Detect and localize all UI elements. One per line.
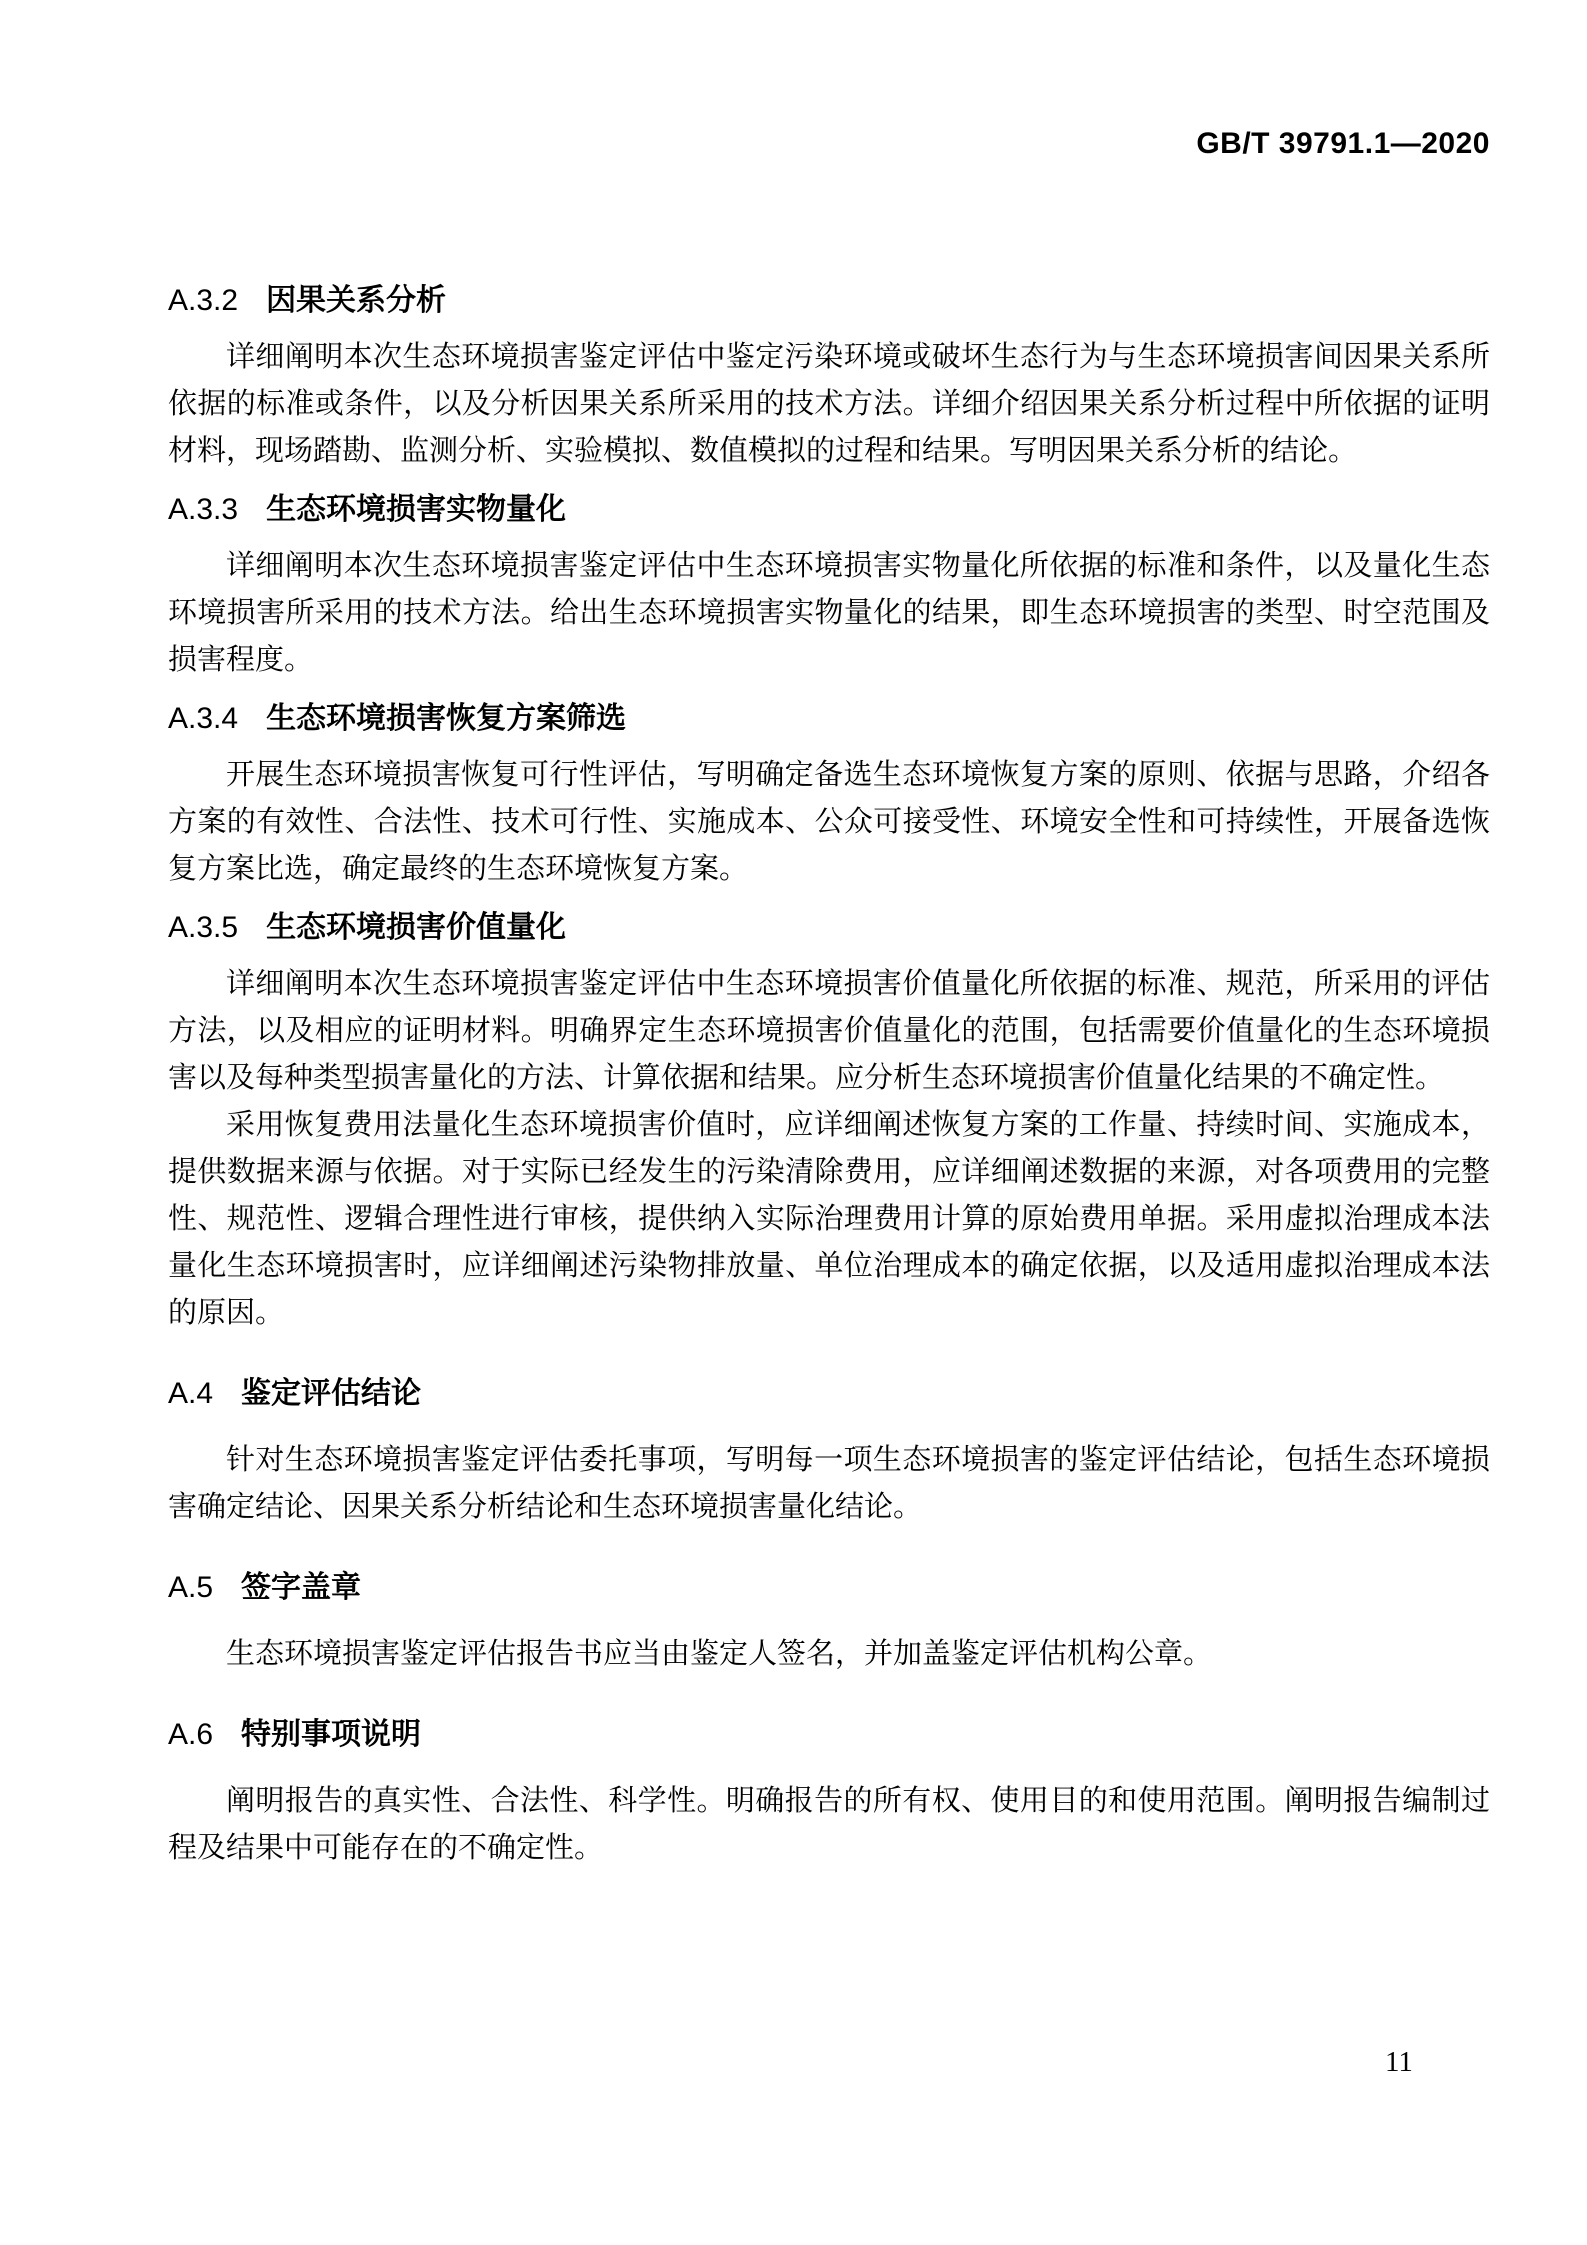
section-heading — [168, 284, 1490, 318]
paragraph: 生态环境损害鉴定评估报告书应当由鉴定人签名，并加盖鉴定评估机构公章。 — [226, 1638, 1213, 1670]
section-title: 生态环境损害恢复方案筛选 — [266, 702, 627, 735]
paragraph: 采用恢复费用法量化生态环境损害价值时，应详细阐述恢复方案的工作量、持续时间、实施成本，提供数据来源与依据。对于实际已经发生的污染清除费用，应详细阐述数据的来源，对各项费用的完整性、规范性、逻辑合理性进行审核，提供纳入实际治理费用计算的原始费用单据。采用虚拟治理成本法量化生态环境损害时，应详细阐述污染物排放量、单位治理成本的确定依据，以及适用虚拟治理成本法的原因。 — [168, 1109, 1490, 1329]
section-heading — [168, 911, 1490, 945]
paragraph: 开展生态环境损害恢复可行性评估，写明确定备选生态环境恢复方案的原则、依据与思路，介绍各方案的有效性、合法性、技术可行性、实施成本、公众可接受性、环境安全性和可持续性，开展备选恢复方案比选，确定最终的生态环境恢复方案。 — [168, 759, 1490, 885]
section-number: A.3.4 — [168, 702, 239, 735]
section-number: A.3.3 — [168, 493, 239, 526]
paragraph: 阐明报告的真实性、合法性、科学性。明确报告的所有权、使用目的和使用范围。阐明报告编制过程及结果中可能存在的不确定性。 — [168, 1785, 1490, 1864]
paragraph: 详细阐明本次生态环境损害鉴定评估中生态环境损害实物量化所依据的标准和条件，以及量化生态环境损害所采用的技术方法。给出生态环境损害实物量化的结果，即生态环境损害的类型、时空范围及损害程度。 — [168, 550, 1490, 676]
section-number: A.5 — [168, 1571, 214, 1604]
section-title: 特别事项说明 — [241, 1718, 422, 1751]
section-number: A.3.2 — [168, 284, 239, 317]
paragraph: 针对生态环境损害鉴定评估委托事项，写明每一项生态环境损害的鉴定评估结论，包括生态环境损害确定结论、因果关系分析结论和生态环境损害量化结论。 — [168, 1444, 1490, 1523]
section-heading — [168, 493, 1490, 527]
section-a3-3 — [168, 493, 1490, 684]
section-a6 — [168, 1718, 1490, 1872]
section-title: 生态环境损害价值量化 — [266, 911, 567, 944]
section-a4 — [168, 1377, 1490, 1531]
page-number: 11 — [1385, 2046, 1413, 2078]
section-title: 因果关系分析 — [266, 284, 447, 317]
paragraph: 详细阐明本次生态环境损害鉴定评估中鉴定污染环境或破坏生态行为与生态环境损害间因果关系所依据的标准或条件，以及分析因果关系所采用的技术方法。详细介绍因果关系分析过程中所依据的证明材料，现场踏勘、监测分析、实验模拟、数值模拟的过程和结果。写明因果关系分析的结论。 — [168, 341, 1490, 467]
section-title: 鉴定评估结论 — [241, 1377, 422, 1410]
section-title: 签字盖章 — [241, 1571, 362, 1604]
section-heading — [168, 1718, 1490, 1752]
section-a3-4 — [168, 702, 1490, 893]
section-number: A.3.5 — [168, 911, 239, 944]
section-number: A.4 — [168, 1377, 214, 1410]
section-title: 生态环境损害实物量化 — [266, 493, 567, 526]
document-content — [168, 284, 1490, 1872]
standard-code-header: GB/T 39791.1—2020 — [1196, 127, 1490, 160]
paragraph: 详细阐明本次生态环境损害鉴定评估中生态环境损害价值量化所依据的标准、规范，所采用的评估方法，以及相应的证明材料。明确界定生态环境损害价值量化的范围，包括需要价值量化的生态环境损害以及每种类型损害量化的方法、计算依据和结果。应分析生态环境损害价值量化结果的不确定性。 — [168, 968, 1490, 1094]
section-heading — [168, 702, 1490, 736]
section-heading — [168, 1571, 1490, 1605]
section-a3-5 — [168, 911, 1490, 1337]
section-a3-2 — [168, 284, 1490, 475]
section-a5 — [168, 1571, 1490, 1678]
section-number: A.6 — [168, 1718, 214, 1751]
section-heading — [168, 1377, 1490, 1411]
